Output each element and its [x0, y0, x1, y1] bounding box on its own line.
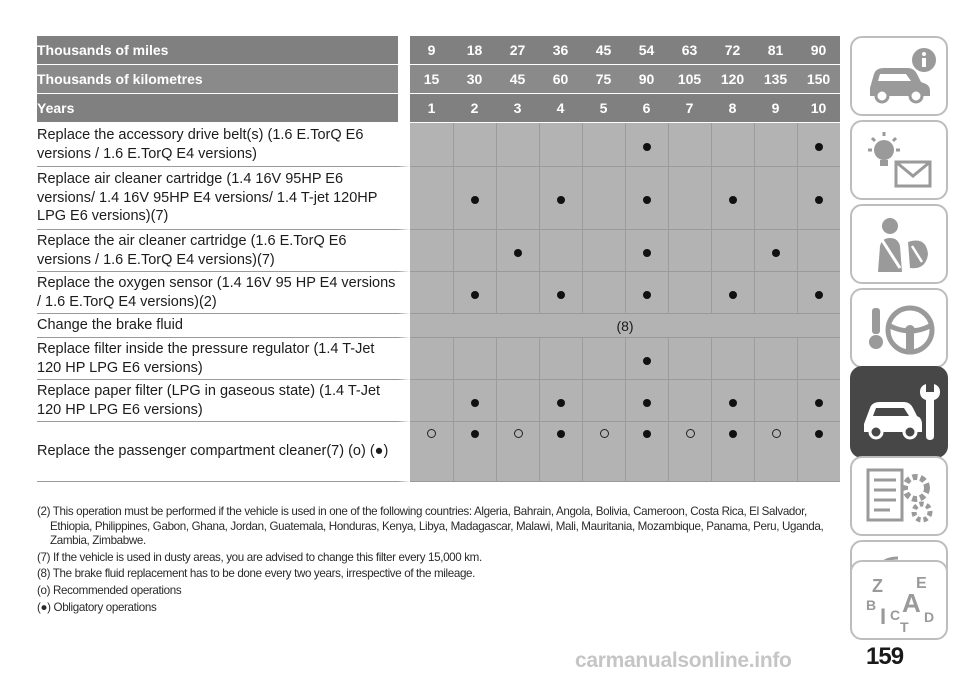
obligatory-mark — [729, 399, 737, 407]
obligatory-mark — [729, 430, 737, 438]
schedule-cell — [410, 167, 453, 230]
obligatory-mark — [815, 143, 823, 151]
schedule-cell — [797, 167, 840, 230]
schedule-cell — [754, 272, 797, 314]
km-label: Thousands of kilometres — [37, 65, 410, 94]
table-row — [37, 422, 840, 482]
schedule-cell — [496, 272, 539, 314]
schedule-cell — [711, 422, 754, 482]
schedule-cell — [582, 123, 625, 167]
schedule-cell — [582, 230, 625, 272]
svg-text:E: E — [916, 575, 927, 592]
obligatory-mark — [772, 249, 780, 257]
schedule-cell — [668, 230, 711, 272]
schedule-cell — [754, 123, 797, 167]
miles-label: Thousands of miles — [37, 36, 410, 65]
header-km-row — [37, 65, 840, 94]
schedule-cell — [539, 230, 582, 272]
schedule-cell — [668, 422, 711, 482]
obligatory-mark — [557, 196, 565, 204]
schedule-cell — [539, 272, 582, 314]
footnote: (8) The brake fluid replacement has to be done every two years, irrespective of the mileage. — [37, 567, 476, 581]
schedule-cell — [797, 123, 840, 167]
km-value: 135 — [754, 65, 797, 94]
car-service-icon — [860, 374, 942, 450]
miles-value: 18 — [453, 36, 496, 65]
sidebar-tab-index[interactable] — [850, 560, 948, 640]
miles-value: 81 — [754, 36, 797, 65]
years-value: 9 — [754, 94, 797, 123]
operation-description: Replace the passenger compartment cleaner(7) (o) (●) — [37, 422, 410, 482]
table-row — [37, 123, 840, 167]
km-value: 90 — [625, 65, 668, 94]
miles-value: 63 — [668, 36, 711, 65]
schedule-cell — [453, 338, 496, 380]
schedule-cell — [410, 422, 453, 482]
schedule-cell — [453, 123, 496, 167]
schedule-cell — [496, 338, 539, 380]
svg-text:A: A — [902, 588, 921, 618]
footnotes — [37, 505, 842, 617]
schedule-cell — [453, 272, 496, 314]
km-value: 30 — [453, 65, 496, 94]
schedule-cell — [754, 338, 797, 380]
steering-key-icon — [860, 296, 942, 362]
schedule-cell — [754, 230, 797, 272]
schedule-cell — [410, 338, 453, 380]
schedule-cell — [625, 123, 668, 167]
schedule-cell — [539, 338, 582, 380]
recommended-mark — [686, 429, 695, 438]
obligatory-mark — [471, 291, 479, 299]
years-value: 7 — [668, 94, 711, 123]
svg-text:T: T — [900, 619, 909, 634]
schedule-cell — [625, 380, 668, 422]
schedule-cell — [539, 167, 582, 230]
schedule-rows — [37, 123, 840, 482]
schedule-cell — [539, 123, 582, 167]
obligatory-mark — [815, 430, 823, 438]
schedule-cell — [625, 167, 668, 230]
operation-description: Replace air cleaner cartridge (1.4 16V 95HP E6 versions/ 1.4 16V 95HP E4 versions/ 1.4 T-jet 120HP LPG E6 versions)(7) — [37, 167, 410, 230]
years-value: 10 — [797, 94, 840, 123]
schedule-cell — [711, 338, 754, 380]
table-row — [37, 338, 840, 380]
sidebar-tab-servicing[interactable] — [850, 366, 948, 458]
schedule-cell — [496, 167, 539, 230]
schedule-cell — [754, 380, 797, 422]
svg-text:B: B — [866, 597, 877, 613]
sidebar-tab-warning-lights[interactable] — [850, 120, 948, 200]
obligatory-mark — [643, 399, 651, 407]
schedule-cell — [582, 380, 625, 422]
schedule-cell — [711, 230, 754, 272]
obligatory-mark — [557, 291, 565, 299]
years-value: 2 — [453, 94, 496, 123]
obligatory-mark — [557, 399, 565, 407]
svg-text:I: I — [880, 604, 887, 629]
schedule-cell — [410, 272, 453, 314]
years-value: 4 — [539, 94, 582, 123]
schedule-cell — [797, 422, 840, 482]
obligatory-mark — [643, 357, 651, 365]
recommended-mark — [427, 429, 436, 438]
obligatory-mark — [729, 196, 737, 204]
schedule-cell — [453, 230, 496, 272]
recommended-mark — [600, 429, 609, 438]
operation-description: Replace the accessory drive belt(s) (1.6 E.TorQ E6 versions / 1.6 E.TorQ E4 versions) — [37, 123, 410, 167]
technical-data-icon — [860, 464, 942, 530]
index-icon — [860, 568, 942, 634]
obligatory-mark — [557, 430, 565, 438]
warning-light-icon — [860, 128, 942, 194]
recommended-mark — [772, 429, 781, 438]
operation-description: Replace the air cleaner cartridge (1.6 E.TorQ E6 versions / 1.6 E.TorQ E4 versions)(7) — [37, 230, 410, 272]
schedule-cell — [668, 167, 711, 230]
obligatory-mark — [471, 399, 479, 407]
km-value: 60 — [539, 65, 582, 94]
schedule-cell — [625, 272, 668, 314]
km-value: 15 — [410, 65, 453, 94]
schedule-cell — [711, 123, 754, 167]
operation-description: Replace paper filter (LPG in gaseous state) (1.4 T-Jet 120 HP LPG E6 versions) — [37, 380, 410, 422]
sidebar-tab-starting-driving[interactable] — [850, 288, 948, 368]
table-row — [37, 167, 840, 230]
footnote: (●) Obligatory operations — [37, 600, 157, 614]
schedule-cell — [797, 230, 840, 272]
miles-value: 36 — [539, 36, 582, 65]
schedule-cell — [539, 422, 582, 482]
schedule-cell — [668, 338, 711, 380]
miles-value: 54 — [625, 36, 668, 65]
header-years-row — [37, 94, 840, 123]
schedule-cell — [582, 422, 625, 482]
schedule-cell — [625, 338, 668, 380]
schedule-cell — [668, 123, 711, 167]
schedule-cell — [797, 380, 840, 422]
footnote: (o) Recommended operations — [37, 583, 182, 597]
obligatory-mark — [729, 291, 737, 299]
schedule-cell — [582, 338, 625, 380]
km-value: 75 — [582, 65, 625, 94]
schedule-cell — [711, 167, 754, 230]
operation-description: Change the brake fluid — [37, 314, 410, 338]
svg-text:Z: Z — [872, 576, 883, 596]
operation-description: Replace filter inside the pressure regulator (1.4 T-Jet 120 HP LPG E6 versions) — [37, 338, 410, 380]
years-value: 6 — [625, 94, 668, 123]
obligatory-mark — [514, 249, 522, 257]
schedule-cell — [625, 230, 668, 272]
watermark: carmanualsonline.info — [575, 649, 792, 672]
obligatory-mark — [815, 291, 823, 299]
table-row — [37, 380, 840, 422]
obligatory-mark — [471, 430, 479, 438]
schedule-cell — [410, 123, 453, 167]
years-value: 1 — [410, 94, 453, 123]
obligatory-mark — [815, 196, 823, 204]
schedule-cell — [453, 167, 496, 230]
table-row — [37, 230, 840, 272]
sidebar-tab-car-info[interactable] — [850, 36, 948, 116]
operation-description: Replace the oxygen sensor (1.4 16V 95 HP E4 versions / 1.6 E.TorQ E4 versions)(2) — [37, 272, 410, 314]
miles-value: 27 — [496, 36, 539, 65]
miles-value: 72 — [711, 36, 754, 65]
years-value: 3 — [496, 94, 539, 123]
km-value: 120 — [711, 65, 754, 94]
km-value: 105 — [668, 65, 711, 94]
schedule-cell — [668, 380, 711, 422]
recommended-mark — [514, 429, 523, 438]
maintenance-schedule-table — [37, 36, 840, 482]
schedule-cell — [496, 123, 539, 167]
years-value: 8 — [711, 94, 754, 123]
years-label: Years — [37, 94, 410, 123]
schedule-cell — [582, 272, 625, 314]
table-row — [37, 272, 840, 314]
obligatory-mark — [643, 249, 651, 257]
schedule-cell — [625, 422, 668, 482]
obligatory-mark — [643, 291, 651, 299]
schedule-cell — [582, 167, 625, 230]
obligatory-mark — [643, 196, 651, 204]
obligatory-mark — [815, 399, 823, 407]
sidebar-tab-technical-data[interactable] — [850, 456, 948, 536]
seatbelt-airbag-icon — [860, 212, 942, 278]
schedule-cell — [496, 230, 539, 272]
footnote: (2) This operation must be performed if the vehicle is used in one of the following countries: Algeria, Bahrain, Angola, Bolivia, Cameroon, Costa Rica, El Salvador, Ethiopia, Philippines, Gabon, Ghana, Jordan, Guatemala, Honduras, Kenya, Libya, Madagascar, Malawi, Mali, Mauritania, Mozambique, Panama, Peru, Uganda, Zambia, Zimbabwe. — [37, 505, 824, 548]
miles-value: 45 — [582, 36, 625, 65]
schedule-cell — [496, 380, 539, 422]
svg-text:C: C — [890, 607, 901, 623]
schedule-cell — [797, 338, 840, 380]
miles-value: 90 — [797, 36, 840, 65]
obligatory-mark — [643, 430, 651, 438]
table-row — [37, 314, 840, 338]
schedule-cell — [410, 230, 453, 272]
schedule-cell — [711, 380, 754, 422]
miles-value: 9 — [410, 36, 453, 65]
schedule-cell — [711, 272, 754, 314]
header-miles-row — [37, 36, 840, 65]
svg-text:D: D — [924, 609, 935, 625]
km-value: 45 — [496, 65, 539, 94]
schedule-cell — [754, 422, 797, 482]
km-value: 150 — [797, 65, 840, 94]
schedule-cell — [539, 380, 582, 422]
schedule-cell — [754, 167, 797, 230]
schedule-cell — [453, 380, 496, 422]
schedule-cell — [496, 422, 539, 482]
schedule-cell — [453, 422, 496, 482]
footnote: (7) If the vehicle is used in dusty areas, you are advised to change this filter every 15,000 km. — [37, 550, 482, 564]
years-value: 5 — [582, 94, 625, 123]
obligatory-mark — [643, 143, 651, 151]
interval-note: (8) — [410, 314, 840, 338]
schedule-cell — [668, 272, 711, 314]
schedule-cell — [410, 380, 453, 422]
page-number: 159 — [866, 643, 904, 670]
sidebar-tab-safety[interactable] — [850, 204, 948, 284]
car-info-icon — [860, 44, 942, 110]
schedule-cell — [797, 272, 840, 314]
obligatory-mark — [471, 196, 479, 204]
